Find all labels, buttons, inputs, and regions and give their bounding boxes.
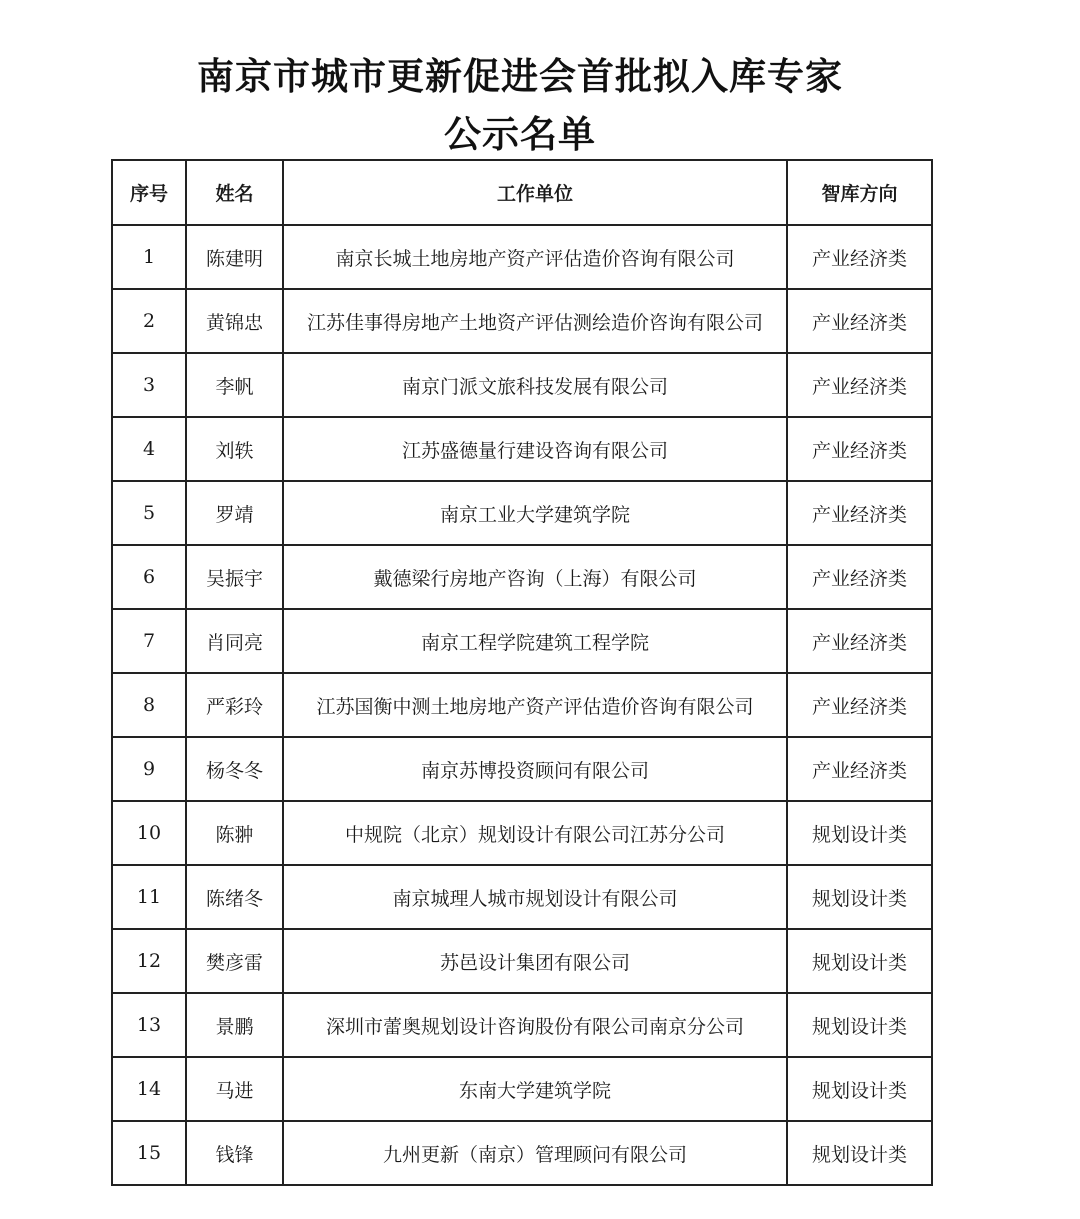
cell-direction: 产业经济类 xyxy=(787,609,932,673)
cell-direction: 产业经济类 xyxy=(787,417,932,481)
cell-unit: 南京工程学院建筑工程学院 xyxy=(283,609,787,673)
cell-no: 8 xyxy=(112,673,186,737)
cell-direction: 规划设计类 xyxy=(787,1057,932,1121)
cell-direction: 产业经济类 xyxy=(787,545,932,609)
cell-unit: 南京苏博投资顾问有限公司 xyxy=(283,737,787,801)
table-row xyxy=(112,801,932,865)
cell-no: 13 xyxy=(112,993,186,1057)
table-row xyxy=(112,481,932,545)
cell-name: 陈建明 xyxy=(186,225,283,289)
cell-no: 4 xyxy=(112,417,186,481)
cell-unit: 南京工业大学建筑学院 xyxy=(283,481,787,545)
table-row xyxy=(112,993,932,1057)
cell-direction: 规划设计类 xyxy=(787,865,932,929)
cell-unit: 南京长城土地房地产资产评估造价咨询有限公司 xyxy=(283,225,787,289)
cell-unit: 中规院（北京）规划设计有限公司江苏分公司 xyxy=(283,801,787,865)
cell-unit: 东南大学建筑学院 xyxy=(283,1057,787,1121)
cell-no: 3 xyxy=(112,353,186,417)
cell-direction: 产业经济类 xyxy=(787,481,932,545)
cell-direction: 规划设计类 xyxy=(787,801,932,865)
header-no: 序号 xyxy=(112,160,186,225)
cell-unit: 江苏佳事得房地产土地资产评估测绘造价咨询有限公司 xyxy=(283,289,787,353)
cell-name: 景鹏 xyxy=(186,993,283,1057)
cell-unit: 江苏盛德量行建设咨询有限公司 xyxy=(283,417,787,481)
cell-no: 5 xyxy=(112,481,186,545)
cell-direction: 规划设计类 xyxy=(787,993,932,1057)
cell-name: 刘轶 xyxy=(186,417,283,481)
cell-name: 杨冬冬 xyxy=(186,737,283,801)
cell-no: 12 xyxy=(112,929,186,993)
cell-no: 9 xyxy=(112,737,186,801)
cell-unit: 九州更新（南京）管理顾问有限公司 xyxy=(283,1121,787,1185)
cell-no: 15 xyxy=(112,1121,186,1185)
document-subtitle: 公示名单 xyxy=(444,113,596,156)
header-direction: 智库方向 xyxy=(787,160,932,225)
cell-name: 严彩玲 xyxy=(186,673,283,737)
table-row xyxy=(112,865,932,929)
cell-no: 14 xyxy=(112,1057,186,1121)
cell-no: 1 xyxy=(112,225,186,289)
cell-unit: 深圳市蕾奥规划设计咨询股份有限公司南京分公司 xyxy=(283,993,787,1057)
cell-name: 樊彦雷 xyxy=(186,929,283,993)
cell-unit: 江苏国衡中测土地房地产资产评估造价咨询有限公司 xyxy=(283,673,787,737)
cell-name: 李帆 xyxy=(186,353,283,417)
cell-direction: 产业经济类 xyxy=(787,673,932,737)
table-row xyxy=(112,737,932,801)
table-row xyxy=(112,1121,932,1185)
table-row xyxy=(112,289,932,353)
cell-unit: 南京城理人城市规划设计有限公司 xyxy=(283,865,787,929)
cell-name: 陈绪冬 xyxy=(186,865,283,929)
cell-name: 吴振宇 xyxy=(186,545,283,609)
cell-name: 马进 xyxy=(186,1057,283,1121)
cell-unit: 苏邑设计集团有限公司 xyxy=(283,929,787,993)
table-row xyxy=(112,1057,932,1121)
cell-name: 肖同亮 xyxy=(186,609,283,673)
table-header-row xyxy=(112,160,932,225)
table-row xyxy=(112,673,932,737)
cell-direction: 规划设计类 xyxy=(787,1121,932,1185)
header-unit: 工作单位 xyxy=(283,160,787,225)
cell-name: 罗靖 xyxy=(186,481,283,545)
expert-list-table xyxy=(111,159,933,1186)
cell-name: 陈翀 xyxy=(186,801,283,865)
cell-direction: 产业经济类 xyxy=(787,737,932,801)
cell-no: 10 xyxy=(112,801,186,865)
cell-name: 钱锋 xyxy=(186,1121,283,1185)
cell-direction: 产业经济类 xyxy=(787,225,932,289)
table-row xyxy=(112,609,932,673)
table-row xyxy=(112,545,932,609)
cell-direction: 规划设计类 xyxy=(787,929,932,993)
document-title: 南京市城市更新促进会首批拟入库专家 xyxy=(197,55,843,98)
table-row xyxy=(112,929,932,993)
table-row xyxy=(112,225,932,289)
cell-no: 11 xyxy=(112,865,186,929)
cell-unit: 南京门派文旅科技发展有限公司 xyxy=(283,353,787,417)
cell-no: 6 xyxy=(112,545,186,609)
cell-no: 2 xyxy=(112,289,186,353)
cell-direction: 产业经济类 xyxy=(787,353,932,417)
cell-name: 黄锦忠 xyxy=(186,289,283,353)
table-row xyxy=(112,353,932,417)
cell-no: 7 xyxy=(112,609,186,673)
cell-unit: 戴德梁行房地产咨询（上海）有限公司 xyxy=(283,545,787,609)
cell-direction: 产业经济类 xyxy=(787,289,932,353)
table-row xyxy=(112,417,932,481)
header-name: 姓名 xyxy=(186,160,283,225)
